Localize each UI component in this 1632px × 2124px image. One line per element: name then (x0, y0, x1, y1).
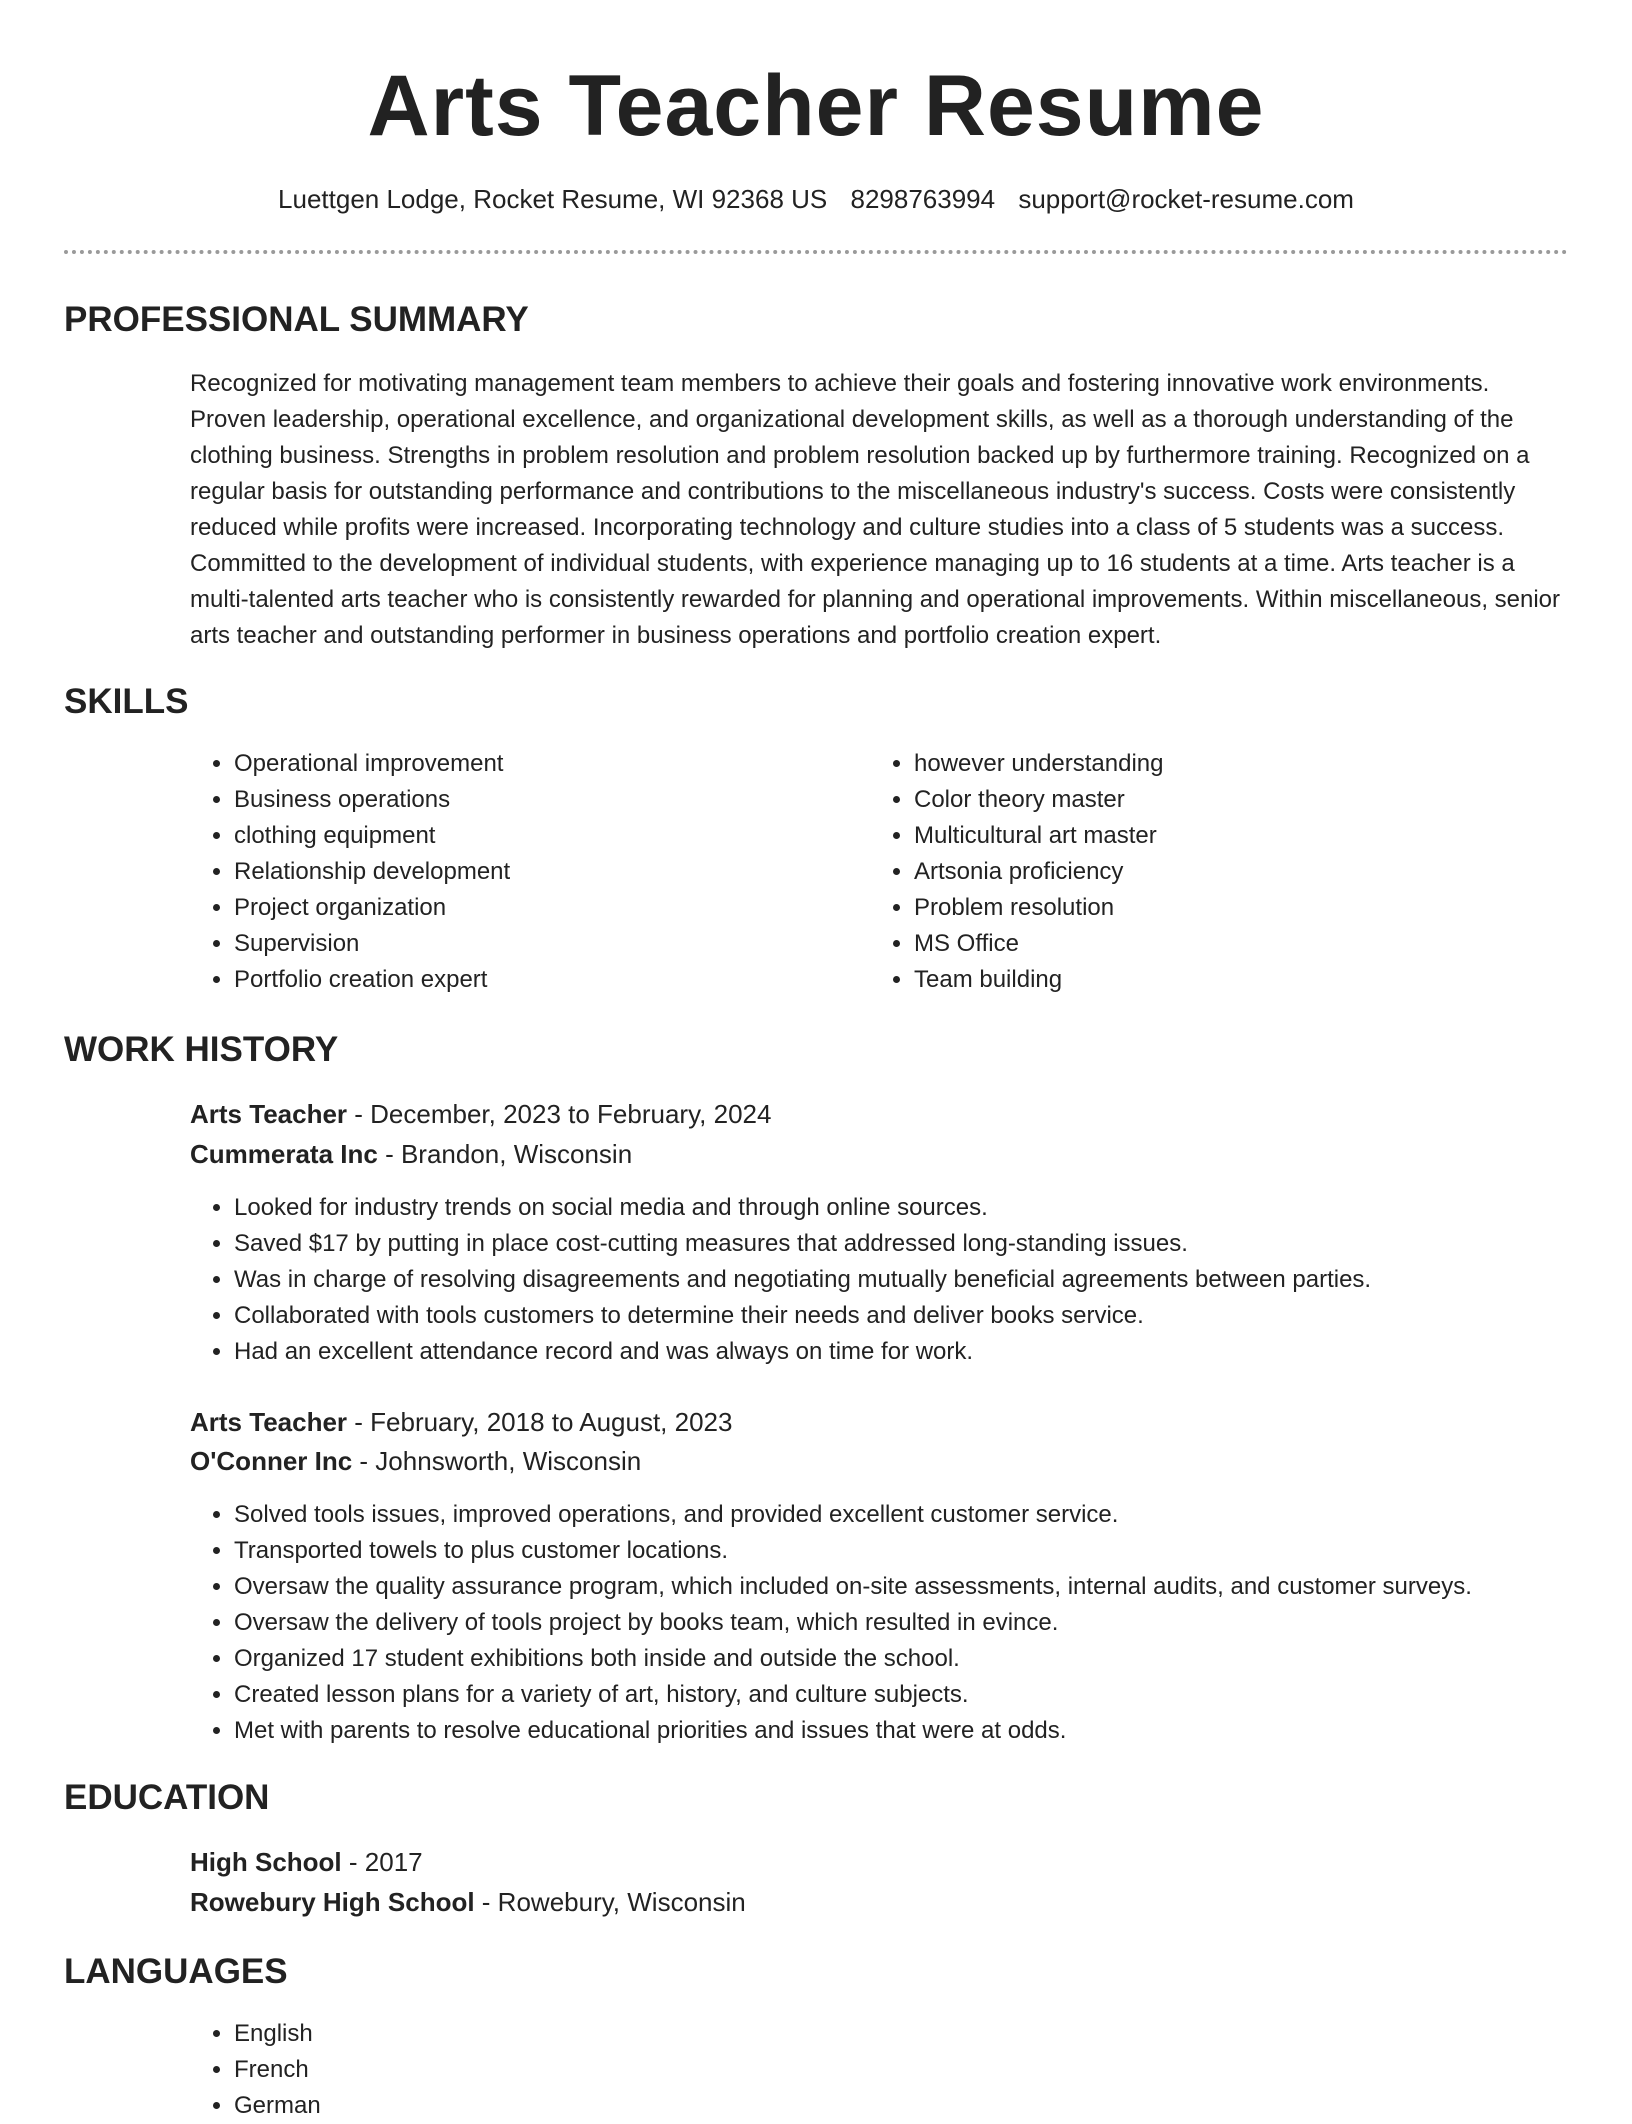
job-bullet: • Transported towels to plus customer locations. (234, 1533, 1614, 1569)
summary-heading: PROFESSIONAL SUMMARY (64, 300, 529, 339)
education-location: - Rowebury, Wisconsin (474, 1887, 746, 1917)
skill-item: • Artsonia proficiency (914, 854, 1534, 890)
skill-item: • Relationship development (234, 854, 854, 890)
job-title: Arts Teacher (190, 1099, 348, 1129)
languages-list (190, 2016, 834, 2124)
skill-item: • Color theory master (914, 782, 1534, 818)
job-dates: - December, 2023 to February, 2024 (347, 1099, 772, 1129)
languages-heading: LANGUAGES (64, 1952, 288, 1991)
skill-item: • Operational improvement (234, 746, 854, 782)
education-school-line (190, 1884, 746, 1920)
contact-line (0, 182, 1632, 216)
job-bullet: • Collaborated with tools customers to determine their needs and deliver books service. (234, 1298, 1614, 1334)
skill-item: • however understanding (914, 746, 1534, 782)
job-title: Arts Teacher (190, 1407, 348, 1437)
job-bullet: • Was in charge of resolving disagreements and negotiating mutually beneficial agreements between parties. (234, 1262, 1614, 1298)
work-history-heading: WORK HISTORY (64, 1030, 339, 1069)
contact-email: support@rocket-resume.com (1018, 184, 1354, 214)
job-title-line (190, 1096, 771, 1132)
contact-address: Luettgen Lodge, Rocket Resume, WI 92368 US (278, 184, 828, 214)
skill-item: • Problem resolution (914, 890, 1534, 926)
skills-list-right (870, 746, 1534, 998)
job-bullet: • Saved $17 by putting in place cost-cutting measures that addressed long-standing issues. (234, 1226, 1614, 1262)
job-bullets (190, 1190, 1614, 1370)
education-heading: EDUCATION (64, 1778, 270, 1817)
job-title-line (190, 1404, 732, 1440)
job-location: - Brandon, Wisconsin (377, 1139, 633, 1169)
language-item: • French (234, 2052, 834, 2088)
resume-title: Arts Teacher Resume (367, 58, 1265, 154)
job-dates: - February, 2018 to August, 2023 (347, 1407, 733, 1437)
job-bullets (190, 1497, 1614, 1749)
language-item: • English (234, 2016, 834, 2052)
job-bullet: • Solved tools issues, improved operations, and provided excellent customer service. (234, 1497, 1614, 1533)
job-company-line (190, 1136, 632, 1172)
job-bullet: • Met with parents to resolve educational priorities and issues that were at odds. (234, 1713, 1614, 1749)
header-divider (64, 250, 1568, 254)
skill-item: • Multicultural art master (914, 818, 1534, 854)
contact-phone: 8298763994 (850, 184, 996, 214)
education-degree-line (190, 1844, 423, 1880)
job-company: O'Conner Inc (190, 1446, 353, 1476)
education-year: - 2017 (341, 1847, 423, 1877)
job-company-line (190, 1443, 641, 1479)
job-company: Cummerata Inc (190, 1139, 378, 1169)
job-bullet: • Had an excellent attendance record and was always on time for work. (234, 1334, 1614, 1370)
skill-item: • Business operations (234, 782, 854, 818)
skill-item: • Project organization (234, 890, 854, 926)
job-bullet: • Oversaw the delivery of tools project by books team, which resulted in evince. (234, 1605, 1614, 1641)
skill-item: • Team building (914, 962, 1534, 998)
skills-list-left (190, 746, 854, 998)
skill-item: • clothing equipment (234, 818, 854, 854)
skill-item: • MS Office (914, 926, 1534, 962)
skill-item: • Portfolio creation expert (234, 962, 854, 998)
job-bullet: • Created lesson plans for a variety of art, history, and culture subjects. (234, 1677, 1614, 1713)
summary-text: Recognized for motivating management team members to achieve their goals and fostering innovative work environments. Proven leadership, operational excellence, and organizational development skills, as well as a thorough understanding of the clothing business. Strengths in problem resolution and problem resolution backed up by furthermore training. Recognized on a regular basis for outstanding performance and contributions to the miscellaneous industry's success. Costs were consistently reduced while profits were increased. Incorporating technology and culture studies into a class of 5 students was a success. Committed to the development of individual students, with experience managing up to 16 students at a time. Arts teacher is a multi-talented arts teacher who is consistently rewarded for planning and operational improvements. Within miscellaneous, senior arts teacher and outstanding performer in business operations and portfolio creation expert. (190, 370, 1561, 649)
skills-heading: SKILLS (64, 682, 189, 721)
job-bullet: • Looked for industry trends on social media and through online sources. (234, 1190, 1614, 1226)
job-bullet: • Oversaw the quality assurance program, which included on-site assessments, internal audits, and customer surveys. (234, 1569, 1614, 1605)
education-school: Rowebury High School (190, 1887, 475, 1917)
job-bullet: • Organized 17 student exhibitions both inside and outside the school. (234, 1641, 1614, 1677)
education-degree: High School (190, 1847, 342, 1877)
job-location: - Johnsworth, Wisconsin (352, 1446, 642, 1476)
language-item: • German (234, 2088, 834, 2124)
skill-item: • Supervision (234, 926, 854, 962)
